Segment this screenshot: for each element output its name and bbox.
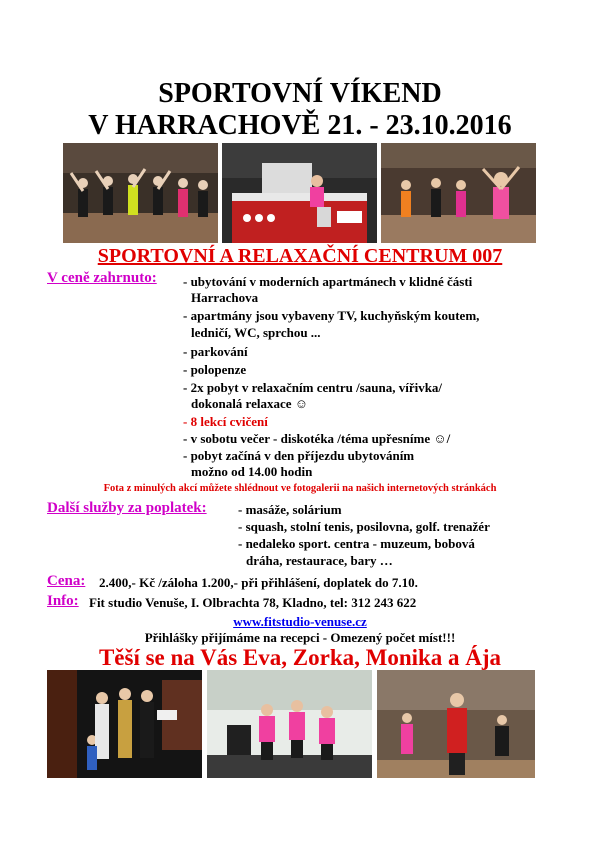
extra-services-label: Další služby za poplatek:: [47, 500, 207, 516]
included-item-start: - pobyt začíná v den příjezdu ubytováním: [183, 448, 415, 463]
greeting: Těší se na Vás Eva, Zorka, Monika a Ája: [98, 645, 502, 670]
included-item-start-b: možno od 14.00 hodin: [191, 464, 313, 479]
photo-group-pink: [207, 670, 372, 778]
included-label: V ceně zahrnuto:: [47, 270, 157, 286]
included-item-2b: ledničí, WC, sprchou ...: [191, 325, 321, 340]
registration-note: Přihlášky přijímáme na recepci - Omezený počet míst!!!: [144, 630, 456, 645]
extra-item-nearby: - nedaleko sport. centra - muzeum, bobová: [238, 536, 475, 551]
included-item-disco: - v sobotu večer - diskotéka /téma upřesníme ☺/: [183, 431, 451, 446]
photo-gallery-note: Fota z minulých akcí můžete shlédnout ve fotogalerii na našich internetových stránkách: [103, 483, 497, 494]
extra-item-massage: - masáže, solárium: [238, 502, 342, 517]
centre-heading: SPORTOVNÍ A RELAXAČNÍ CENTRUM 007: [97, 245, 503, 267]
extra-item-squash: - squash, stolní tenis, posilovna, golf. trenažér: [238, 519, 490, 534]
included-item-parking: - parkování: [183, 344, 248, 359]
extra-item-nearby-b: dráha, restaurace, bary …: [246, 553, 393, 568]
included-item-relax-b: dokonalá relaxace ☺: [191, 396, 309, 411]
included-item-halfboard: - polopenze: [183, 362, 247, 377]
info-label: Info:: [47, 593, 79, 609]
included-item-lessons: - 8 lekcí cvičení: [183, 414, 268, 429]
info-text: Fit studio Venuše, I. Olbrachta 78, Kladno, tel: 312 243 622: [89, 595, 417, 610]
included-item-1b: Harrachova: [191, 290, 259, 305]
photo-aerobics-class-2: [381, 143, 536, 243]
photo-aerobics-class-1: [63, 143, 218, 243]
website-link[interactable]: www.fitstudio-venuse.cz: [233, 614, 367, 629]
title-line-1: SPORTOVNÍ VÍKEND: [158, 78, 442, 109]
price-label: Cena:: [47, 573, 86, 589]
included-item-1: - ubytování v moderních apartmánech v klidné části: [183, 274, 473, 289]
included-item-relax: - 2x pobyt v relaxačním centru /sauna, vířivka/: [183, 380, 443, 395]
title-line-2: V HARRACHOVĚ 21. - 23.10.2016: [88, 110, 512, 141]
photo-reception-desk: [222, 143, 377, 243]
photo-workout-class: [377, 670, 535, 778]
photo-party-costumes: [47, 670, 202, 778]
included-item-2: - apartmány jsou vybaveny TV, kuchyňským koutem,: [183, 308, 480, 323]
price-text: 2.400,- Kč /záloha 1.200,- při přihlášení, doplatek do 7.10.: [99, 575, 418, 590]
